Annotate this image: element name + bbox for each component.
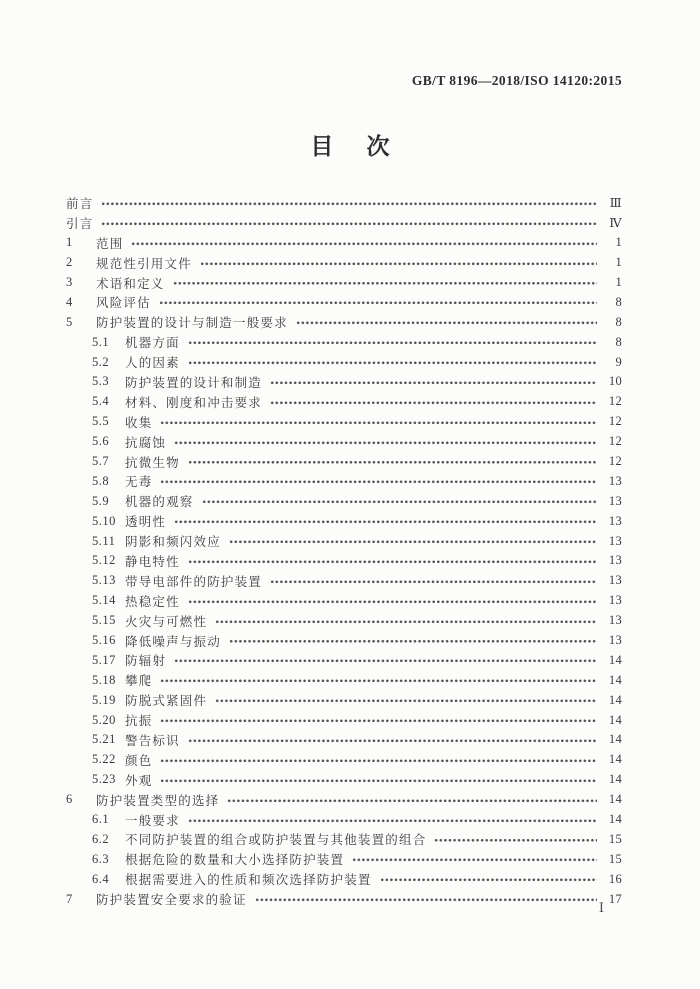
toc-entry-label: 防辐射 bbox=[125, 654, 167, 669]
toc-entry-label: 引言 bbox=[66, 216, 94, 231]
toc-list bbox=[66, 193, 622, 909]
toc-entry-number: 4 bbox=[66, 294, 73, 309]
toc-leader-dots bbox=[434, 830, 597, 850]
toc-leader-dots bbox=[174, 650, 597, 670]
toc-entry-label: 前言 bbox=[66, 196, 94, 211]
toc-entry-number: 5.18 bbox=[92, 672, 116, 687]
toc-entry-number: 7 bbox=[66, 891, 73, 906]
toc-entry-number: 1 bbox=[66, 235, 73, 250]
toc-leader-dots bbox=[173, 273, 597, 293]
toc-entry-page: 14 bbox=[608, 812, 622, 827]
toc-entry-page: 13 bbox=[608, 573, 622, 588]
toc-entry bbox=[66, 273, 622, 293]
toc-leader-dots bbox=[229, 631, 597, 651]
toc-entry bbox=[66, 432, 622, 452]
toc-entry-page: 12 bbox=[608, 454, 622, 469]
toc-entry-page: 15 bbox=[608, 851, 622, 866]
toc-leader-dots bbox=[188, 332, 597, 352]
toc-leader-dots bbox=[131, 233, 597, 253]
toc-leader-dots bbox=[296, 312, 597, 332]
toc-entry-number: 6.3 bbox=[92, 851, 110, 866]
toc-entry-label: 范围 bbox=[96, 236, 124, 251]
toc-entry-number: 5.17 bbox=[92, 652, 116, 667]
toc-entry-number: 6 bbox=[66, 792, 73, 807]
toc-entry-label: 抗振 bbox=[125, 714, 153, 729]
toc-entry-page: 8 bbox=[615, 334, 622, 349]
toc-entry bbox=[66, 650, 622, 670]
page-number: Ⅰ bbox=[598, 900, 604, 915]
toc-entry-page: 13 bbox=[608, 553, 622, 568]
toc-entry-number: 5.8 bbox=[92, 473, 110, 488]
toc-entry-label: 一般要求 bbox=[125, 813, 180, 828]
toc-entry-label: 防护装置的设计与制造一般要求 bbox=[96, 316, 288, 331]
toc-leader-dots bbox=[215, 611, 597, 631]
toc-entry-page: 13 bbox=[608, 513, 622, 528]
toc-entry-number: 5.5 bbox=[92, 414, 110, 429]
toc-entry-page: 14 bbox=[608, 712, 622, 727]
toc-leader-dots bbox=[160, 670, 597, 690]
toc-entry-number: 6.1 bbox=[92, 812, 110, 827]
toc-leader-dots bbox=[270, 392, 597, 412]
toc-entry bbox=[66, 253, 622, 273]
toc-leader-dots bbox=[160, 770, 597, 790]
toc-leader-dots bbox=[101, 193, 597, 213]
toc-entry bbox=[66, 452, 622, 472]
toc-entry-number: 5.13 bbox=[92, 573, 116, 588]
toc-leader-dots bbox=[215, 690, 597, 710]
toc-entry-label: 材料、刚度和冲击要求 bbox=[125, 395, 263, 410]
toc-leader-dots bbox=[188, 551, 597, 571]
toc-entry-number: 5.12 bbox=[92, 553, 116, 568]
toc-entry bbox=[66, 332, 622, 352]
toc-leader-dots bbox=[188, 591, 597, 611]
toc-entry-label: 防脱式紧固件 bbox=[125, 694, 208, 709]
toc-entry bbox=[66, 233, 622, 253]
toc-entry-label: 人的因素 bbox=[125, 356, 180, 371]
toc-entry bbox=[66, 869, 622, 889]
toc-entry-page: Ⅲ bbox=[609, 195, 622, 210]
toc-entry-number: 5.1 bbox=[92, 334, 110, 349]
toc-entry-page: 14 bbox=[608, 652, 622, 667]
toc-entry-page: 16 bbox=[608, 871, 622, 886]
toc-entry bbox=[66, 830, 622, 850]
toc-entry-page: 15 bbox=[608, 831, 622, 846]
toc-entry-number: 5.15 bbox=[92, 613, 116, 628]
toc-leader-dots bbox=[188, 452, 597, 472]
toc-entry bbox=[66, 511, 622, 531]
toc-leader-dots bbox=[352, 849, 597, 869]
toc-entry bbox=[66, 790, 622, 810]
toc-entry-label: 无毒 bbox=[125, 475, 153, 490]
toc-entry bbox=[66, 551, 622, 571]
toc-entry-label: 透明性 bbox=[125, 515, 167, 530]
toc-entry-label: 风险评估 bbox=[96, 296, 151, 311]
toc-leader-dots bbox=[229, 531, 597, 551]
toc-entry bbox=[66, 591, 622, 611]
toc-entry-page: 13 bbox=[608, 473, 622, 488]
toc-entry-label: 术语和定义 bbox=[96, 276, 165, 291]
toc-entry bbox=[66, 611, 622, 631]
toc-leader-dots bbox=[200, 253, 597, 273]
toc-entry-page: 1 bbox=[615, 255, 622, 270]
toc-entry-label: 外观 bbox=[125, 773, 153, 788]
toc-entry bbox=[66, 571, 622, 591]
toc-entry-number: 5.2 bbox=[92, 354, 110, 369]
toc-leader-dots bbox=[160, 471, 597, 491]
toc-entry bbox=[66, 352, 622, 372]
toc-entry-label: 攀爬 bbox=[125, 674, 153, 689]
toc-entry bbox=[66, 770, 622, 790]
toc-entry bbox=[66, 372, 622, 392]
toc-entry-page: 13 bbox=[608, 593, 622, 608]
toc-entry-page: 14 bbox=[608, 792, 622, 807]
toc-entry-page: 12 bbox=[608, 434, 622, 449]
toc-entry-label: 火灾与可燃性 bbox=[125, 614, 208, 629]
toc-entry bbox=[66, 491, 622, 511]
toc-entry-number: 5.14 bbox=[92, 593, 116, 608]
toc-entry-label: 收集 bbox=[125, 415, 153, 430]
toc-leader-dots bbox=[202, 491, 597, 511]
toc-entry bbox=[66, 312, 622, 332]
toc-entry bbox=[66, 213, 622, 233]
toc-entry-number: 2 bbox=[66, 255, 73, 270]
toc-leader-dots bbox=[270, 372, 597, 392]
toc-entry-number: 5.20 bbox=[92, 712, 116, 727]
toc-entry bbox=[66, 810, 622, 830]
toc-entry bbox=[66, 710, 622, 730]
toc-entry-page: 13 bbox=[608, 533, 622, 548]
toc-entry-page: 14 bbox=[608, 692, 622, 707]
toc-entry-page: 14 bbox=[608, 772, 622, 787]
toc-entry-page: 1 bbox=[615, 235, 622, 250]
toc-entry-number: 5.23 bbox=[92, 772, 116, 787]
toc-entry-number: 5.16 bbox=[92, 633, 116, 648]
toc-entry-number: 5.9 bbox=[92, 493, 110, 508]
toc-leader-dots bbox=[188, 810, 597, 830]
toc-entry-label: 不同防护装置的组合或防护装置与其他装置的组合 bbox=[125, 833, 427, 848]
doc-number: GB/T 8196—2018/ISO 14120:2015 bbox=[411, 73, 622, 88]
toc-entry-label: 防护装置类型的选择 bbox=[96, 793, 220, 808]
page-title: 目 次 bbox=[310, 134, 395, 159]
toc-entry-label: 机器的观察 bbox=[125, 495, 194, 510]
toc-entry-label: 带导电部件的防护装置 bbox=[125, 574, 263, 589]
toc-entry-page: 13 bbox=[608, 493, 622, 508]
toc-leader-dots bbox=[160, 750, 597, 770]
toc-entry-number: 5.3 bbox=[92, 374, 110, 389]
toc-entry-label: 降低噪声与振动 bbox=[125, 634, 221, 649]
toc-entry-label: 阴影和频闪效应 bbox=[125, 535, 221, 550]
toc-entry bbox=[66, 471, 622, 491]
toc-entry-page: 12 bbox=[608, 394, 622, 409]
toc-entry bbox=[66, 631, 622, 651]
toc-leader-dots bbox=[174, 432, 597, 452]
toc-entry-label: 警告标识 bbox=[125, 733, 180, 748]
toc-entry-label: 静电特性 bbox=[125, 554, 180, 569]
toc-entry-page: 9 bbox=[615, 354, 622, 369]
toc-entry bbox=[66, 292, 622, 312]
toc-leader-dots bbox=[270, 571, 597, 591]
toc-leader-dots bbox=[188, 730, 597, 750]
toc-entry bbox=[66, 849, 622, 869]
toc-leader-dots bbox=[160, 412, 597, 432]
toc-entry-page: 8 bbox=[615, 294, 622, 309]
toc-entry bbox=[66, 750, 622, 770]
toc-entry-label: 防护装置的设计和制造 bbox=[125, 375, 263, 390]
toc-entry-label: 机器方面 bbox=[125, 336, 180, 351]
toc-entry-number: 3 bbox=[66, 275, 73, 289]
toc-leader-dots bbox=[188, 352, 597, 372]
toc-leader-dots bbox=[160, 710, 597, 730]
toc-entry-number: 5.19 bbox=[92, 692, 116, 707]
toc-leader-dots bbox=[227, 790, 597, 810]
toc-entry-label: 抗腐蚀 bbox=[125, 435, 167, 450]
toc-entry-page: 14 bbox=[608, 672, 622, 687]
toc-entry-label: 防护装置安全要求的验证 bbox=[96, 893, 247, 908]
toc-leader-dots bbox=[101, 213, 597, 233]
toc-entry-number: 6.2 bbox=[92, 831, 110, 846]
toc-entry-page: 12 bbox=[608, 414, 622, 429]
toc-entry-label: 根据危险的数量和大小选择防护装置 bbox=[125, 853, 345, 868]
toc-entry-page: Ⅳ bbox=[609, 215, 622, 230]
toc-entry-page: 13 bbox=[608, 633, 622, 648]
toc-entry bbox=[66, 193, 622, 213]
toc-entry bbox=[66, 392, 622, 412]
toc-entry-label: 规范性引用文件 bbox=[96, 256, 192, 271]
toc-entry-page: 14 bbox=[608, 732, 622, 747]
toc-entry-page: 8 bbox=[615, 314, 622, 329]
toc-entry-number: 6.4 bbox=[92, 871, 110, 886]
toc-leader-dots bbox=[159, 292, 597, 312]
toc-entry-label: 颜色 bbox=[125, 753, 153, 768]
toc-leader-dots bbox=[380, 869, 597, 889]
toc-entry-number: 5.6 bbox=[92, 434, 110, 449]
toc-entry-number: 5.10 bbox=[92, 513, 116, 528]
toc-entry bbox=[66, 730, 622, 750]
toc-entry-page: 17 bbox=[608, 891, 622, 906]
toc-entry-page: 14 bbox=[608, 752, 622, 767]
toc-entry-number: 5.22 bbox=[92, 752, 116, 767]
toc-leader-dots bbox=[174, 511, 597, 531]
toc-entry bbox=[66, 670, 622, 690]
toc-entry-number: 5.11 bbox=[92, 533, 116, 548]
toc-entry bbox=[66, 531, 622, 551]
toc-entry bbox=[66, 889, 622, 909]
toc-entry-page: 1 bbox=[615, 275, 622, 289]
toc-entry-label: 根据需要进入的性质和频次选择防护装置 bbox=[125, 873, 372, 888]
toc-entry-label: 抗微生物 bbox=[125, 455, 180, 470]
toc-entry-page: 13 bbox=[608, 613, 622, 628]
toc-entry-number: 5.4 bbox=[92, 394, 110, 409]
toc-entry-number: 5 bbox=[66, 314, 73, 329]
toc-entry-label: 热稳定性 bbox=[125, 594, 180, 609]
toc-entry-number: 5.7 bbox=[92, 454, 110, 469]
toc-entry bbox=[66, 412, 622, 432]
toc-entry-number: 5.21 bbox=[92, 732, 116, 747]
toc-entry-page: 10 bbox=[608, 374, 622, 389]
toc-leader-dots bbox=[255, 889, 597, 909]
toc-entry bbox=[66, 690, 622, 710]
